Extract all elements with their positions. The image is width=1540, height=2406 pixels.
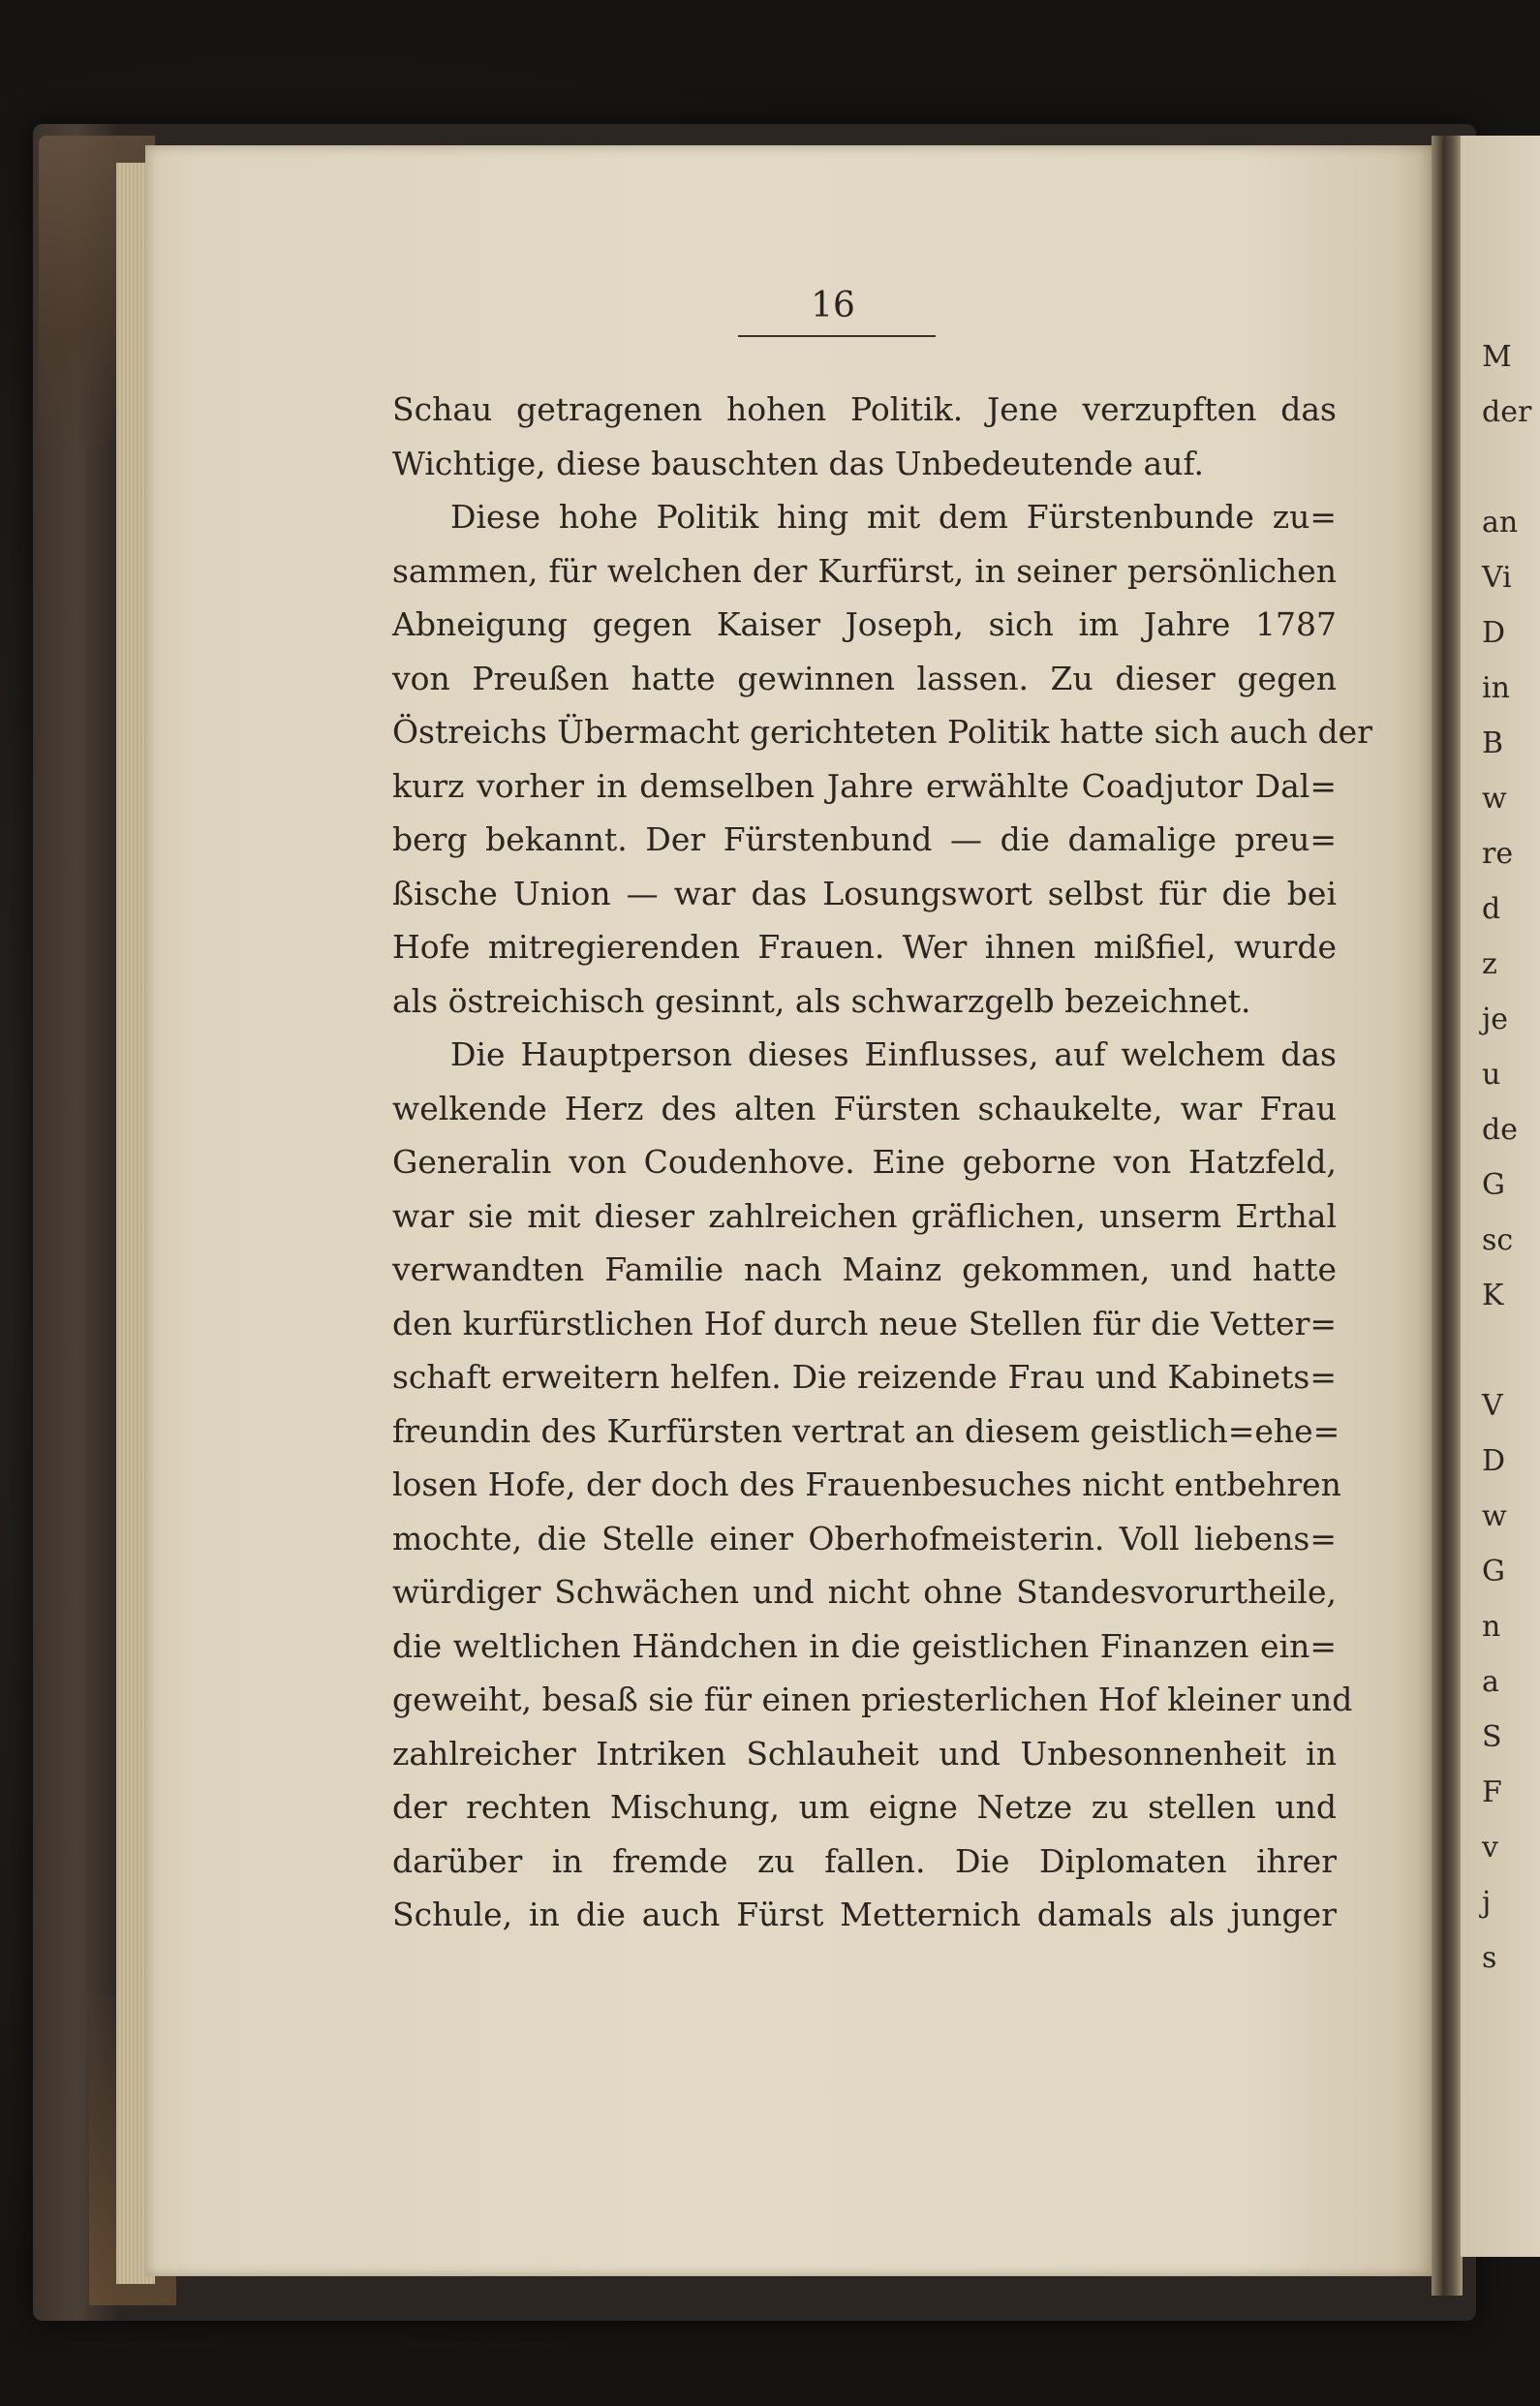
text-line: Diese hohe Politik hing mit dem Fürstenbunde zu= (450, 498, 1337, 536)
text-line: die weltlichen Händchen in die geistlichen Finanzen ein= (392, 1626, 1337, 1665)
text-line: Abneigung gegen Kaiser Joseph, sich im Jahre 1787 (392, 605, 1337, 643)
text-line: Wichtige, diese bauschten das Unbedeutende auf. (392, 444, 1204, 482)
facing-page-fragment: w (1482, 782, 1507, 816)
text-line: Die Hauptperson dieses Einflusses, auf welchem das (450, 1035, 1337, 1073)
facing-page-fragment: K (1482, 1279, 1504, 1312)
facing-page-fragment: B (1482, 726, 1504, 760)
text-line: ßische Union — war das Losungswort selbst für die bei (392, 874, 1337, 912)
text-line: mochte, die Stelle einer Oberhofmeisterin. Voll liebens= (392, 1519, 1337, 1558)
text-line: Schau getragenen hohen Politik. Jene verzupften das (392, 390, 1337, 428)
facing-page-fragment: der (1482, 395, 1532, 429)
facing-page-fragment: a (1482, 1665, 1499, 1699)
facing-page-fragment: V (1482, 1389, 1503, 1423)
facing-page-fragment: d (1482, 892, 1501, 926)
text-line: würdiger Schwächen und nicht ohne Standesvorurtheile, (392, 1573, 1337, 1611)
facing-page-fragment: s (1482, 1941, 1497, 1975)
body-text (392, 383, 1372, 1942)
facing-page-fragment: u (1482, 1058, 1501, 1092)
page-number: 16 (811, 286, 855, 325)
text-line: darüber in fremde zu fallen. Die Diplomaten ihrer (392, 1841, 1337, 1880)
facing-page-fragment: D (1482, 616, 1506, 650)
text-line: war sie mit dieser zahlreichen gräflichen, unserm Erthal (392, 1196, 1337, 1235)
facing-page-fragment: sc (1482, 1223, 1514, 1257)
text-line: schaft erweitern helfen. Die reizende Frau und Kabinets= (392, 1358, 1337, 1396)
facing-page-fragment: j (1482, 1886, 1492, 1920)
facing-page-fragment: je (1482, 1002, 1509, 1036)
facing-page-fragment: G (1482, 1555, 1505, 1589)
text-line: Generalin von Coudenhove. Eine geborne von Hatzfeld, (392, 1143, 1337, 1181)
text-line: sammen, für welchen der Kurfürst, in seiner persönlichen (392, 551, 1337, 590)
facing-page-fragment: S (1482, 1720, 1502, 1754)
text-line: von Preußen hatte gewinnen lassen. Zu dieser gegen (392, 659, 1337, 697)
facing-page-fragments (1482, 329, 1531, 1986)
facing-page-fragment: Vi (1482, 561, 1512, 595)
text-line: der rechten Mischung, um eigne Netze zu stellen und (392, 1788, 1337, 1826)
text-line: Schule, in die auch Fürst Metternich damals als junger (392, 1896, 1337, 1933)
facing-page-edge (1461, 136, 1540, 2257)
text-line: losen Hofe, der doch des Frauenbesuches nicht entbehren (392, 1465, 1341, 1503)
facing-page-fragment: n (1482, 1610, 1501, 1644)
text-line: kurz vorher in demselben Jahre erwählte Coadjutor Dal= (392, 766, 1337, 805)
facing-page-fragment: M (1482, 340, 1512, 374)
text-line: freundin des Kurfürsten vertrat an diesem geistlich=ehe= (392, 1411, 1340, 1450)
facing-page-fragment (1482, 440, 1531, 495)
text-line: den kurfürstlichen Hof durch neue Stellen für die Vetter= (392, 1304, 1337, 1342)
text-line: berg bekannt. Der Fürstenbund — die damalige preu= (392, 820, 1337, 858)
text-line: als östreichisch gesinnt, als schwarzgelb bezeichnet. (392, 981, 1251, 1020)
text-line: zahlreicher Intriken Schlauheit und Unbesonnenheit in (392, 1734, 1337, 1773)
facing-page-fragment: F (1482, 1775, 1502, 1809)
facing-page-fragment: G (1482, 1168, 1505, 1202)
facing-page-fragment: z (1482, 947, 1497, 981)
facing-page-fragment: de (1482, 1113, 1518, 1147)
text-line: Östreichs Übermacht gerichteten Politik hatte sich auch der (392, 713, 1372, 751)
text-line: Hofe mitregierenden Frauen. Wer ihnen mißfiel, wurde (392, 928, 1337, 966)
facing-page-fragment: w (1482, 1499, 1507, 1533)
facing-page-fragment: D (1482, 1444, 1506, 1478)
text-line: welkende Herz des alten Fürsten schaukelte, war Frau (392, 1089, 1337, 1127)
facing-page-fragment: in (1482, 671, 1510, 705)
text-line: geweiht, besaß sie für einen priesterlichen Hof kleiner und (392, 1681, 1353, 1718)
text-line: verwandten Familie nach Mainz gekommen, und hatte (392, 1250, 1337, 1288)
book-gutter (1432, 136, 1463, 2296)
facing-page-fragment (1482, 1323, 1531, 1378)
header-rule (738, 335, 936, 337)
facing-page-fragment: an (1482, 506, 1519, 540)
facing-page-fragment: re (1482, 837, 1514, 871)
facing-page-fragment: v (1482, 1831, 1498, 1865)
